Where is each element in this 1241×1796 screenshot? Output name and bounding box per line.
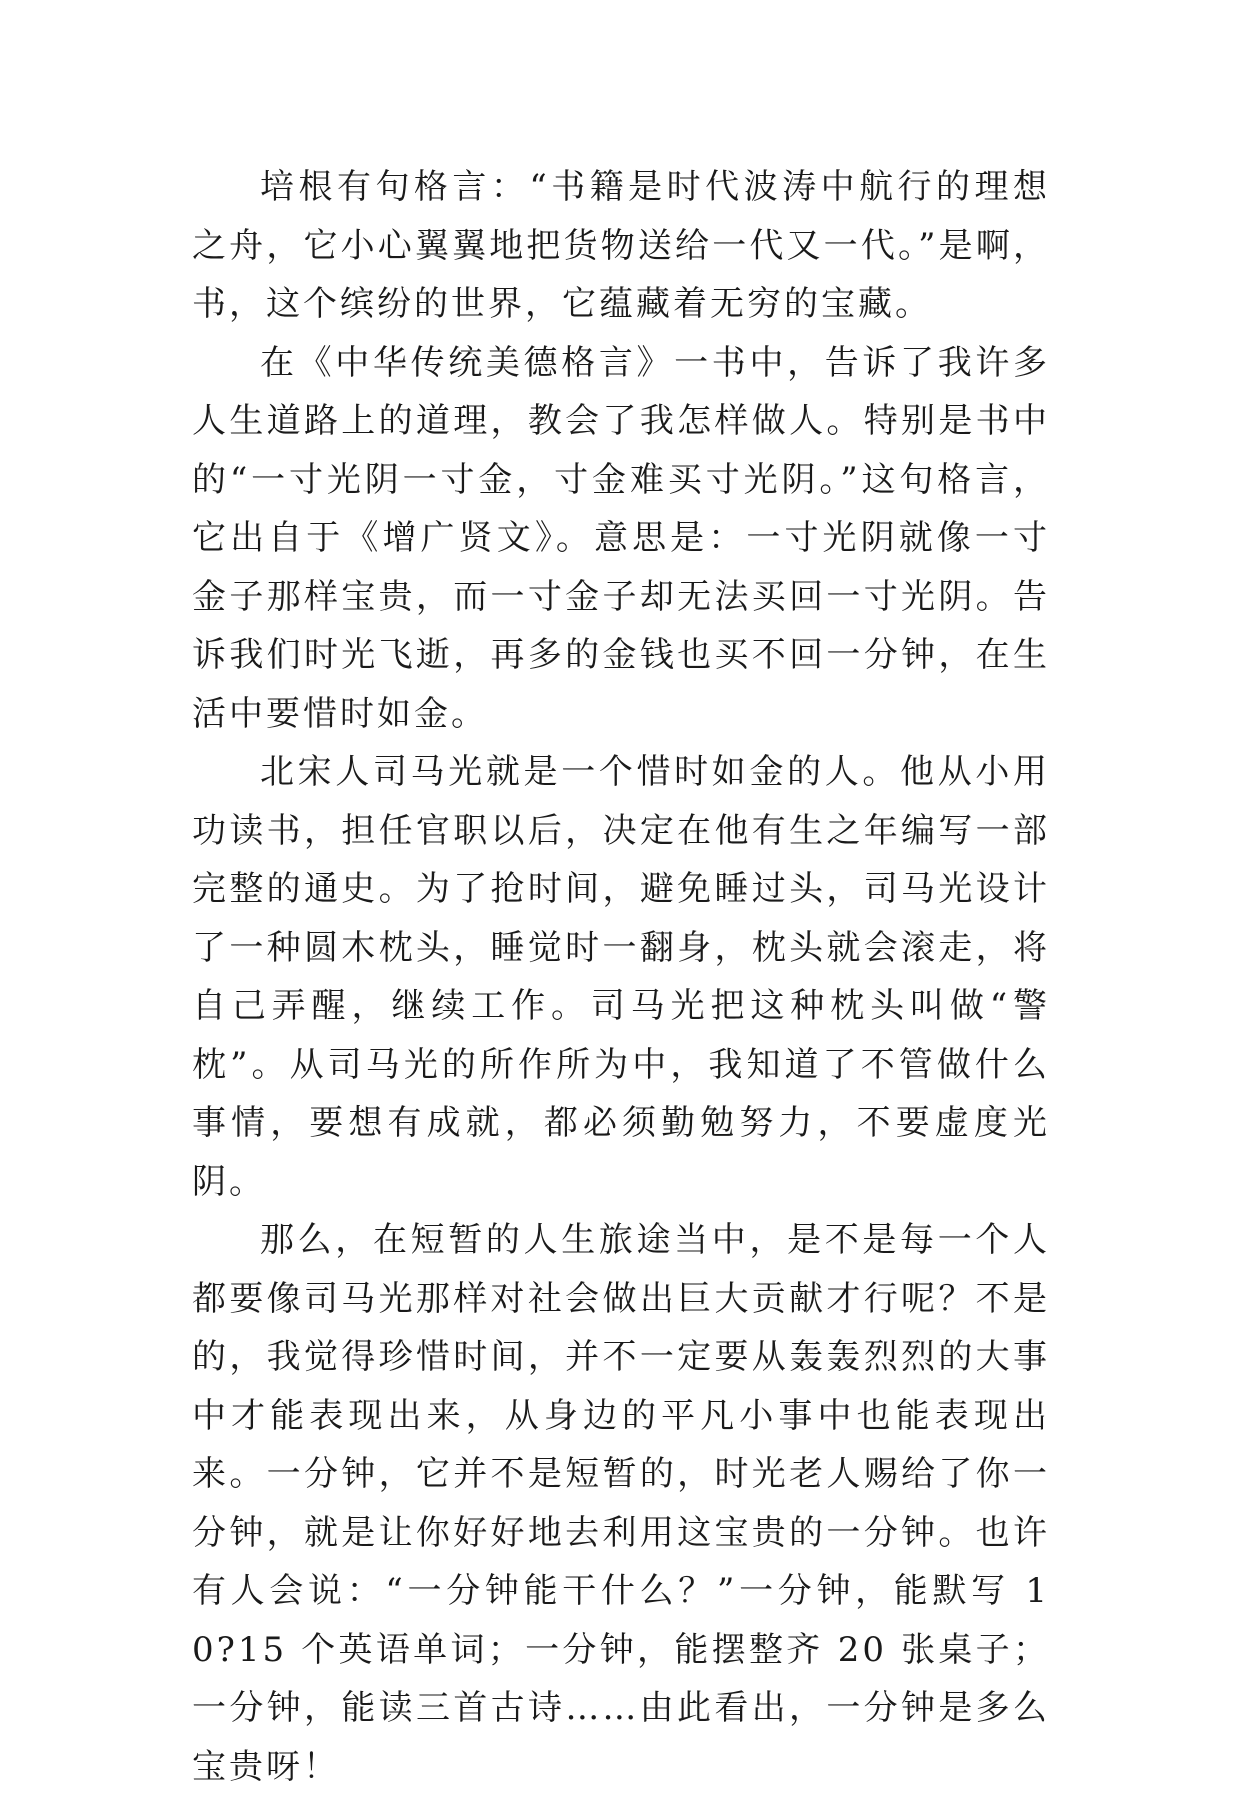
paragraph-4: 那么，在短暂的人生旅途当中，是不是每一个人都要像司马光那样对社会做出巨大贡献才行呢？不是的，我觉得珍惜时间，并不一定要从轰轰烈烈的大事中才能表现出来，从身边的平凡小事中也能表现出来。一分钟，它并不是短暂的，时光老人赐给了你一分钟，就是让你好好地去利用这宝贵的一分钟。也许有人会说：“一分钟能干什么？”一分钟，能默写 10?15 个英语单词；一分钟，能摆整齐 20 张桌子；一分钟，能读三首古诗……由此看出，一分钟是多么宝贵呀！ xyxy=(192,1220,1050,1787)
document-body xyxy=(192,158,1050,1796)
paragraph-2: 在《中华传统美德格言》一书中，告诉了我许多人生道路上的道理，教会了我怎样做人。特别是书中的“一寸光阴一寸金，寸金难买寸光阴。”这句格言，它出自于《增广贤文》。意思是：一寸光阴就像一寸金子那样宝贵，而一寸金子却无法买回一寸光阴。告诉我们时光飞逝，再多的金钱也买不回一分钟，在生活中要惜时如金。 xyxy=(192,342,1050,734)
paragraph-3: 北宋人司马光就是一个惜时如金的人。他从小用功读书，担任官职以后，决定在他有生之年编写一部完整的通史。为了抢时间，避免睡过头，司马光设计了一种圆木枕头，睡觉时一翻身，枕头就会滚走，将自己弄醒，继续工作。司马光把这种枕头叫做“警枕”。从司马光的所作所为中，我知道了不管做什么事情，要想有成就，都必须勤勉努力，不要虚度光阴。 xyxy=(192,752,1050,1202)
paragraph-1: 培根有句格言：“书籍是时代波涛中航行的理想之舟，它小心翼翼地把货物送给一代又一代。”是啊，书，这个缤纷的世界，它蕴藏着无穷的宝藏。 xyxy=(192,167,1050,324)
